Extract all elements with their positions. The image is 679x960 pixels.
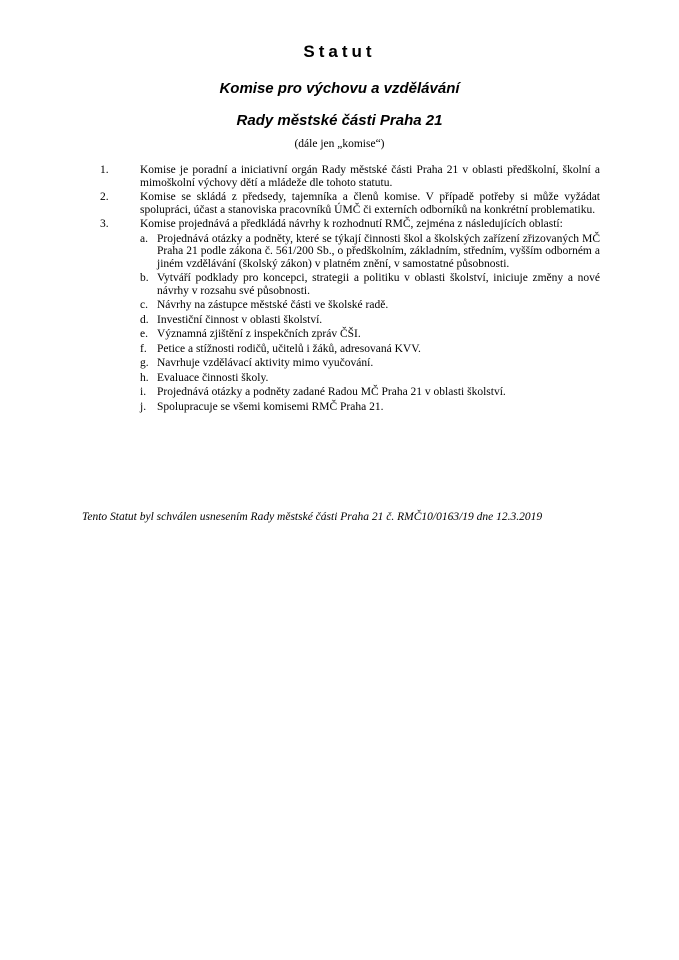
list-item-number: 2. bbox=[100, 191, 109, 203]
sub-list-item-letter: i. bbox=[140, 386, 147, 398]
sub-list-item-text: Petice a stížnosti rodičů, učitelů i žáků, adresovaná KVV. bbox=[157, 342, 421, 355]
list-item-text: Komise se skládá z předsedy, tajemníka a členů komise. V případě potřeby si může vyžádat spolupráci, účast a stanoviska pracovníků ÚMČ či externích odborníků na konkrétní problematiku. bbox=[140, 191, 600, 216]
sub-list-item bbox=[140, 401, 600, 414]
sub-list-item-letter: h. bbox=[140, 371, 149, 384]
list-item-number: 1. bbox=[100, 164, 109, 176]
sub-list-item-letter: a. bbox=[140, 232, 148, 245]
list-item bbox=[100, 218, 600, 413]
statute-list bbox=[100, 164, 600, 415]
sub-list-item-text: Navrhuje vzdělávací aktivity mimo vyučování. bbox=[157, 357, 374, 369]
sub-list-item-text: Návrhy na zástupce městské části ve školské radě. bbox=[157, 299, 389, 311]
sub-list-item-text: Projednává otázky a podněty, které se týkají činnosti škol a školských zařízení zřizovaných MČ Praha 21 podle zákona č. 561/200 Sb., o předškolním, základním, středním, vyšším odborném a jiném vzdělávání (školský zákon) v platném znění, v samostatné působnosti. bbox=[157, 232, 600, 270]
list-item-number: 3. bbox=[100, 218, 109, 230]
sub-list-item-letter: d. bbox=[140, 313, 149, 326]
sub-list-item-letter: j. bbox=[140, 400, 147, 413]
sub-list-item-text: Spolupracuje se všemi komisemi RMČ Praha 21. bbox=[157, 400, 384, 413]
sub-list-item-text: Významná zjištění z inspekčních zpráv ČŠI. bbox=[157, 328, 361, 340]
sub-list-item-letter: f. bbox=[140, 342, 147, 355]
sub-list-item bbox=[140, 314, 600, 327]
sub-list-item bbox=[140, 272, 600, 297]
sub-list-item bbox=[140, 372, 600, 385]
sub-list bbox=[140, 233, 600, 414]
document-alias-note: (dále jen „komise“) bbox=[294, 138, 385, 150]
sub-list-item bbox=[140, 343, 600, 356]
sub-list-item bbox=[140, 357, 600, 370]
sub-list-item-letter: b. bbox=[140, 272, 149, 284]
list-item-text: Komise projednává a předkládá návrhy k rozhodnutí RMČ, zejména z následujících oblastí: bbox=[140, 218, 563, 230]
sub-list-item-text: Projednává otázky a podněty zadané Radou MČ Praha 21 v oblasti školství. bbox=[157, 386, 506, 398]
document-title: Statut bbox=[303, 42, 376, 61]
list-item-text: Komise je poradní a iniciativní orgán Rady městské části Praha 21 v oblasti předškolní, školní a mimoškolní výchovy dětí a mládeže dle tohoto statutu. bbox=[140, 164, 600, 189]
sub-list-item bbox=[140, 386, 600, 399]
sub-list-item bbox=[140, 233, 600, 271]
approval-note: Tento Statut byl schválen usnesením Rady městské části Praha 21 č. RMČ10/0163/19 dne 12.3.2019 bbox=[82, 511, 543, 523]
document-subtitle-council: Rady městské části Praha 21 bbox=[236, 112, 443, 129]
sub-list-item-text: Evaluace činnosti školy. bbox=[157, 371, 269, 384]
sub-list-item bbox=[140, 299, 600, 312]
sub-list-item-letter: g. bbox=[140, 357, 149, 369]
sub-list-item bbox=[140, 328, 600, 341]
sub-list-item-letter: e. bbox=[140, 328, 148, 340]
document-subtitle-commission: Komise pro výchovu a vzdělávání bbox=[219, 80, 460, 97]
sub-list-item-letter: c. bbox=[140, 299, 148, 311]
list-item bbox=[100, 191, 600, 216]
list-item bbox=[100, 164, 600, 189]
sub-list-item-text: Investiční činnost v oblasti školství. bbox=[157, 313, 323, 326]
sub-list-item-text: Vytváří podklady pro koncepci, strategii a politiku v oblasti školství, iniciuje změny a nové návrhy v rozsahu své působnosti. bbox=[157, 272, 600, 297]
